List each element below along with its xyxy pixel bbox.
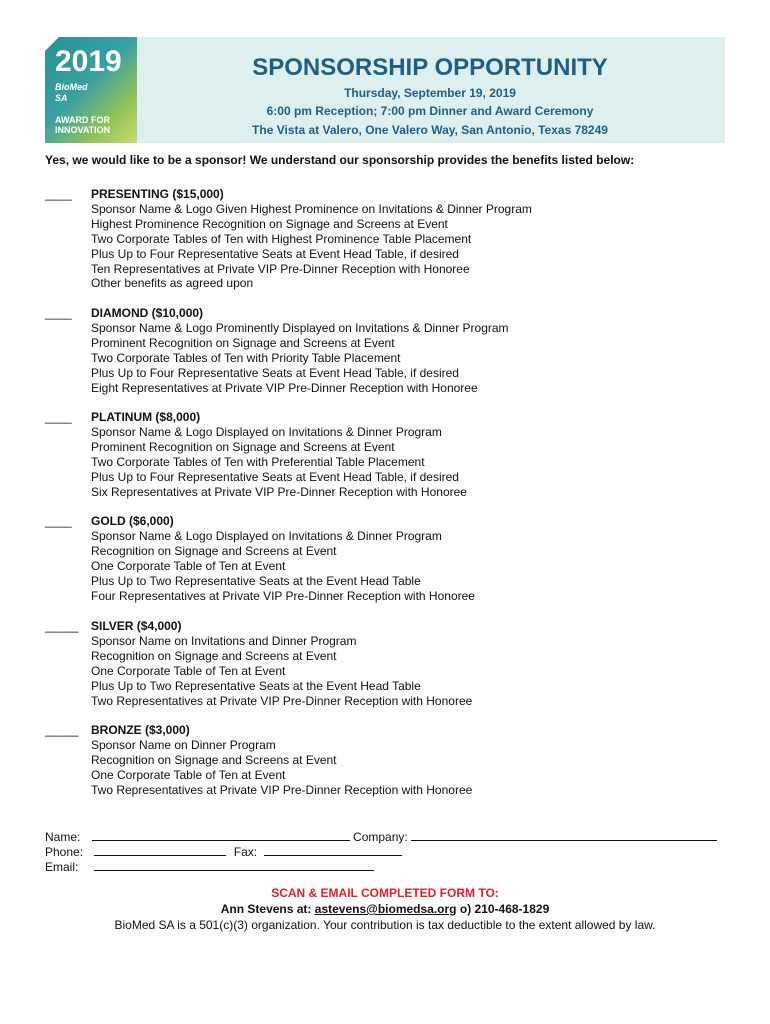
tier-checkbox-line[interactable]: ____ (45, 410, 72, 424)
tier-benefit: Plus Up to Four Representative Seats at Event Head Table, if desired (91, 246, 459, 261)
event-venue: The Vista at Valero, One Valero Way, San Antonio, Texas 78249 (252, 123, 608, 137)
name-row (45, 828, 717, 844)
tier-benefit: Sponsor Name on Dinner Program (91, 737, 276, 752)
tier-benefit: Plus Up to Two Representative Seats at the Event Head Table (91, 573, 421, 588)
tier-name: BRONZE ($3,000) (91, 723, 190, 737)
tier-benefit: One Corporate Table of Ten at Event (91, 767, 286, 782)
tier-name: GOLD ($6,000) (91, 514, 174, 528)
tier-benefit: Plus Up to Four Representative Seats at Event Head Table, if desired (91, 365, 459, 380)
intro-statement: Yes, we would like to be a sponsor! We understand our sponsorship provides the benefits listed below: (45, 153, 635, 167)
tier-benefit: Recognition on Signage and Screens at Event (91, 648, 337, 663)
tier-benefit: Two Representatives at Private VIP Pre-Dinner Reception with Honoree (91, 693, 473, 708)
logo-award (55, 115, 135, 135)
tier-benefit: Recognition on Signage and Screens at Event (91, 752, 337, 767)
tier-benefit: Two Corporate Tables of Ten with Preferential Table Placement (91, 454, 425, 469)
logo-year: 2019 (55, 45, 122, 78)
tier-benefit: Sponsor Name & Logo Given Highest Prominence on Invitations & Dinner Program (91, 201, 532, 216)
tier-benefit: Other benefits as agreed upon (91, 276, 254, 291)
logo-brand: BioMed (55, 82, 88, 92)
contact-line (0, 902, 770, 916)
tier-benefit: Two Corporate Tables of Ten with Highest Prominence Table Placement (91, 231, 472, 246)
tier-benefit: Sponsor Name & Logo Displayed on Invitations & Dinner Program (91, 528, 442, 543)
tier-benefit: One Corporate Table of Ten at Event (91, 663, 286, 678)
tier-benefit: Two Representatives at Private VIP Pre-Dinner Reception with Honoree (91, 782, 473, 797)
tier-benefit: Recognition on Signage and Screens at Event (91, 543, 337, 558)
tier-name: SILVER ($4,000) (91, 619, 182, 633)
tier-checkbox-line[interactable]: _____ (45, 619, 79, 633)
contact-email-link[interactable]: astevens@biomedsa.org (314, 902, 457, 916)
tier-benefit: Two Corporate Tables of Ten with Priority Table Placement (91, 350, 401, 365)
tax-note: BioMed SA is a 501(c)(3) organization. Your contribution is tax deductible to the extent allowed by law. (114, 918, 656, 932)
email-label: Email: (45, 860, 79, 874)
tier-benefit: One Corporate Table of Ten at Event (91, 558, 286, 573)
email-row (45, 858, 374, 874)
email-field[interactable] (94, 858, 374, 871)
tier-benefit: Plus Up to Four Representative Seats at Event Head Table, if desired (91, 469, 459, 484)
tier-checkbox-line[interactable]: ____ (45, 306, 72, 320)
tier-benefit: Sponsor Name on Invitations and Dinner Program (91, 633, 357, 648)
tier-checkbox-line[interactable]: ____ (45, 514, 72, 528)
company-label: Company: (353, 830, 408, 844)
tier-benefit: Prominent Recognition on Signage and Screens at Event (91, 439, 395, 454)
tier-benefit: Highest Prominence Recognition on Signage and Screens at Event (91, 216, 448, 231)
fax-field[interactable] (264, 843, 402, 856)
tier-benefit: Plus Up to Two Representative Seats at the Event Head Table (91, 678, 421, 693)
phone-field[interactable] (94, 843, 226, 856)
award-logo (45, 37, 137, 143)
tier-name: PLATINUM ($8,000) (91, 410, 201, 424)
company-field[interactable] (411, 828, 717, 841)
name-field[interactable] (92, 828, 350, 841)
event-date: Thursday, September 19, 2019 (344, 86, 516, 100)
tier-checkbox-line[interactable]: ____ (45, 187, 72, 201)
tier-checkbox-line[interactable]: _____ (45, 723, 79, 737)
logo-award-line2: INNOVATION (55, 125, 111, 135)
tier-benefit: Ten Representatives at Private VIP Pre-Dinner Reception with Honoree (91, 261, 470, 276)
tier-name: DIAMOND ($10,000) (91, 306, 204, 320)
tier-name: PRESENTING ($15,000) (91, 187, 224, 201)
fax-label: Fax: (233, 845, 258, 859)
tier-benefit: Sponsor Name & Logo Displayed on Invitations & Dinner Program (91, 424, 442, 439)
event-schedule: 6:00 pm Reception; 7:00 pm Dinner and Award Ceremony (266, 104, 594, 118)
name-label: Name: (45, 830, 81, 844)
phone-row (45, 843, 402, 859)
tier-benefit: Six Representatives at Private VIP Pre-Dinner Reception with Honoree (91, 484, 467, 499)
contact-phone: o) 210-468-1829 (459, 902, 550, 916)
page-title: SPONSORSHIP OPPORTUNITY (252, 54, 608, 81)
logo-brand-sa: SA (55, 93, 68, 103)
contact-name: Ann Stevens at: (220, 902, 312, 916)
tier-benefit: Prominent Recognition on Signage and Screens at Event (91, 335, 395, 350)
phone-label: Phone: (45, 845, 84, 859)
tier-benefit: Four Representatives at Private VIP Pre-Dinner Reception with Honoree (91, 588, 475, 603)
logo-award-line1: AWARD FOR (55, 115, 110, 125)
tier-benefit: Sponsor Name & Logo Prominently Displayed on Invitations & Dinner Program (91, 320, 509, 335)
submit-instruction: SCAN & EMAIL COMPLETED FORM TO: (271, 886, 499, 900)
tier-benefit: Eight Representatives at Private VIP Pre-Dinner Reception with Honoree (91, 380, 478, 395)
